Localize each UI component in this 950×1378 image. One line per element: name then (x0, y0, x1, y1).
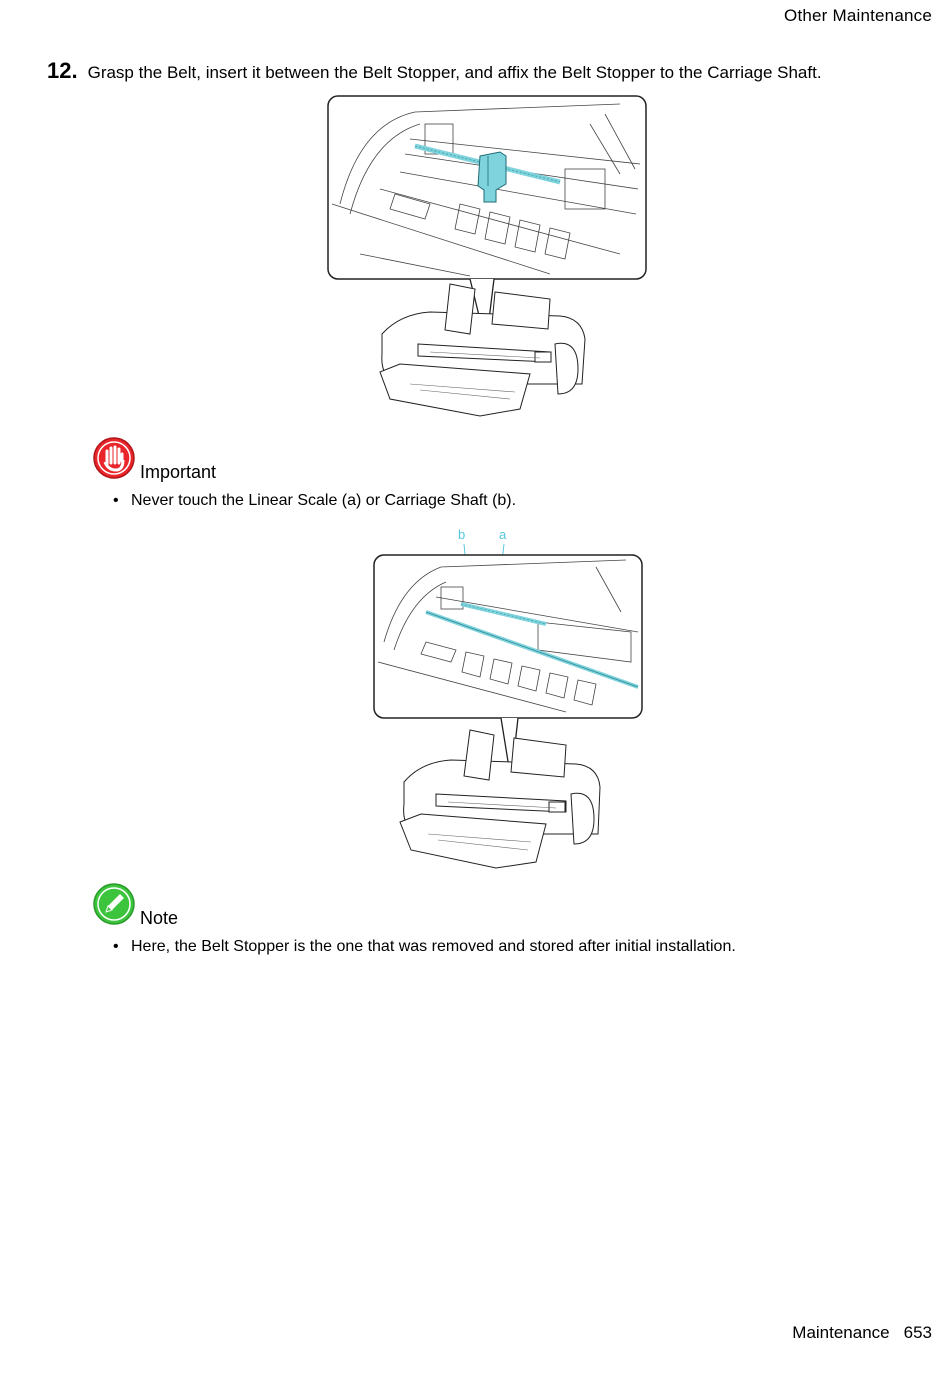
note-bullet-text: Here, the Belt Stopper is the one that was removed and stored after initial installation. (131, 938, 736, 955)
important-callout (92, 436, 216, 485)
stop-hand-icon (92, 436, 136, 485)
footer-section: Maintenance (792, 1323, 890, 1342)
step-instruction: Grasp the Belt, insert it between the Belt Stopper, and affix the Belt Stopper to the Carriage Shaft. (87, 63, 822, 82)
step-12 (47, 58, 930, 84)
important-title: Important (140, 462, 217, 482)
note-title: Note (140, 908, 179, 928)
running-header: Other Maintenance (784, 6, 932, 25)
page-footer (792, 1323, 932, 1343)
label-b: b (458, 527, 466, 542)
page-number: 653 (903, 1323, 932, 1342)
important-bullet-text: Never touch the Linear Scale (a) or Carriage Shaft (b). (131, 492, 517, 509)
note-callout (92, 882, 178, 931)
note-bullet: • Here, the Belt Stopper is the one that was removed and stored after initial installation. (113, 938, 736, 955)
figure-belt-stopper (320, 94, 650, 426)
important-bullet: • Never touch the Linear Scale (a) or Carriage Shaft (b). (113, 492, 517, 509)
figure-linear-scale (366, 522, 651, 872)
step-number: 12. (47, 58, 78, 83)
label-a: a (499, 527, 507, 542)
pencil-icon (92, 882, 136, 931)
